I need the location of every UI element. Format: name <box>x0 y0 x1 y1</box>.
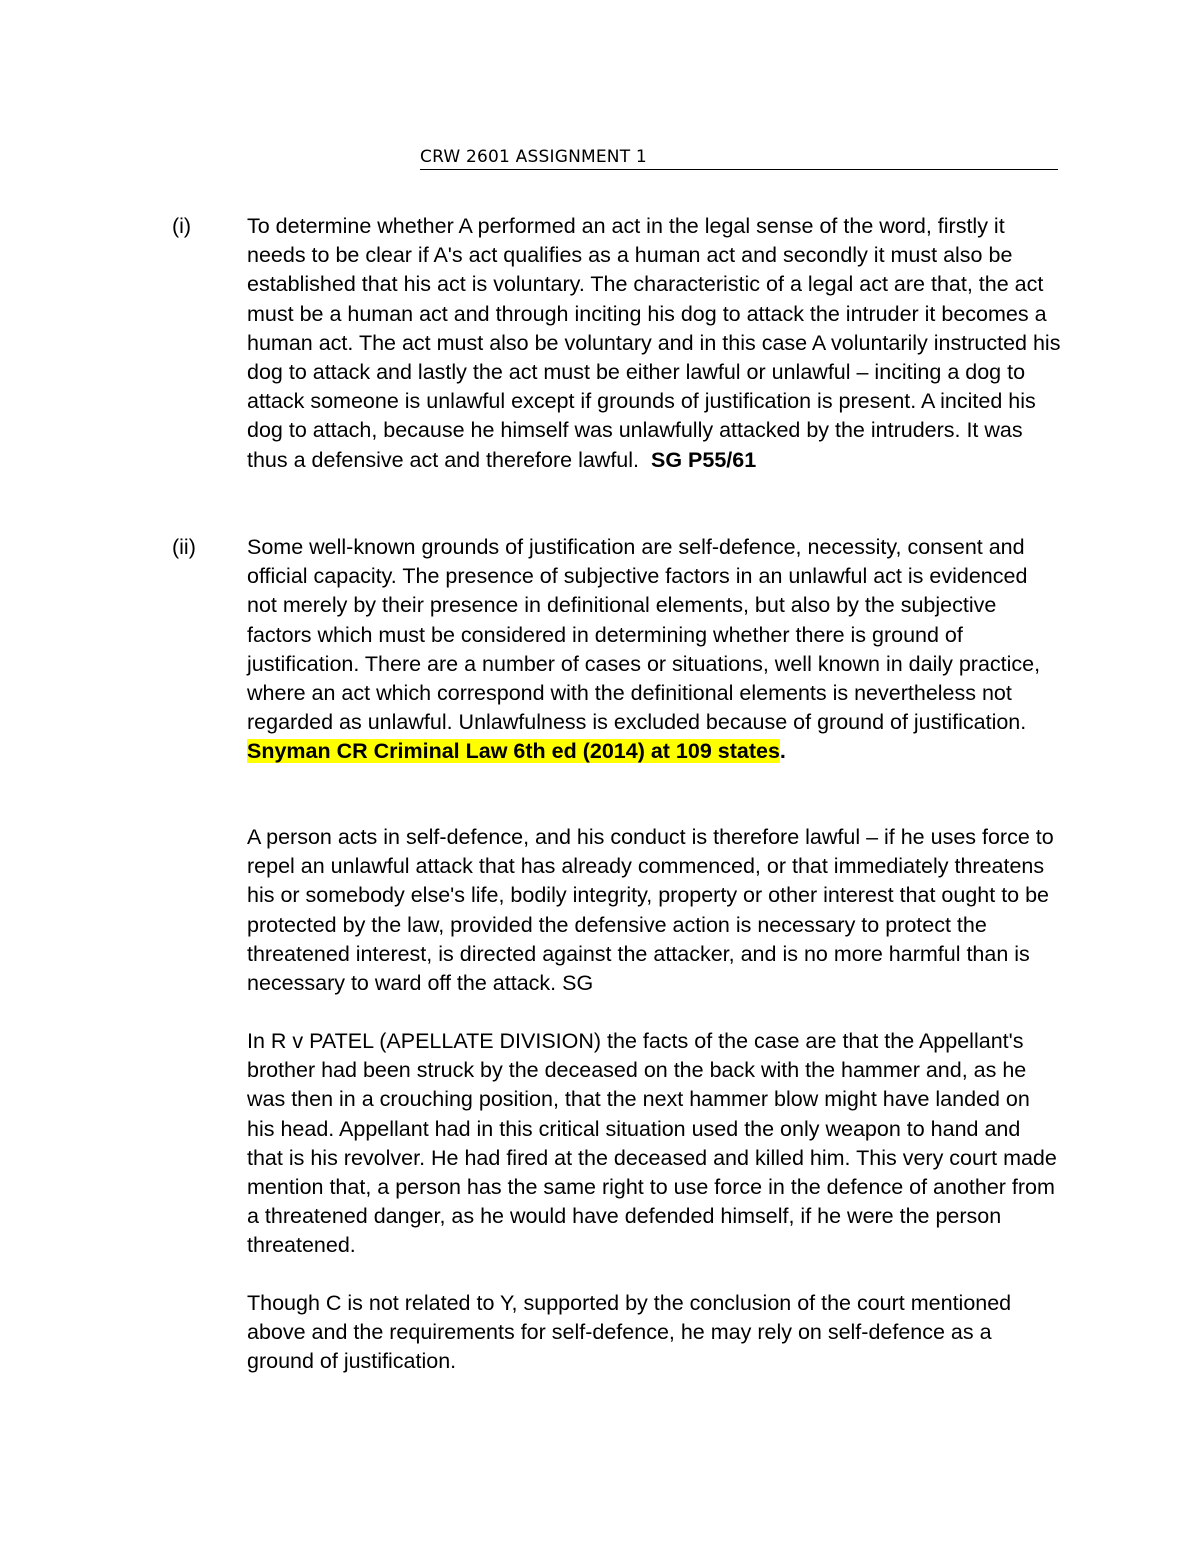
self-defence-definition: A person acts in self-defence, and his conduct is therefore lawful – if he uses force to repel an unlawful attack that has already commenced, or that immediately threatens his or somebody else's life, bodily integrity, property or other interest that ought to be protected by the law, provided the defensive action is necessary to protect the threatened interest, is directed against the attacker, and is no more harmful than is necessary to ward off the attack. SG <box>247 825 1054 996</box>
conclusion: Though C is not related to Y, supported by the conclusion of the court mentioned above and the requirements for self-defence, he may rely on self-defence as a ground of justification. <box>247 1291 1012 1374</box>
answer-i-text: To determine whether A performed an act in the legal sense of the word, firstly it needs to be clear if A's act qualifies as a human act and secondly it must also be established that his act is voluntary. The characteristic of a legal act are that, the act must be a human act and through inciting his dog to attack the intruder it becomes a human act. The act must also be voluntary and in this case A voluntarily instructed his dog to attack and lastly the act must be either lawful or unlawful – inciting a dog to attack someone is unlawful except if grounds of justification is present. A incited his dog to attach, because he himself was unlawfully attacked by the intruders. It was thus a defensive act and therefore lawful. <box>247 214 1061 472</box>
answer-ii-paragraph-2 <box>247 823 1062 998</box>
answer-ii-paragraph-1 <box>247 533 1062 767</box>
case-r-v-patel: In R v PATEL (APELLATE DIVISION) the facts of the case are that the Appellant's brother had been struck by the deceased on the back with the hammer and, as he was then in a crouching position, that the next hammer blow might have landed on his head. Appellant had in this critical situation used the only weapon to hand and that is his revolver. He had fired at the deceased and killed him. This very court made mention that, a person has the same right to use force in the defence of another from a threatened danger, as he would have defended himself, if he were the person threatened. <box>247 1029 1057 1258</box>
answer-ii-paragraph-4 <box>247 1289 1062 1377</box>
citation-highlight: Snyman CR Criminal Law 6th ed (2014) at 109 states <box>247 739 780 764</box>
answer-ii-marker: (ii) <box>172 535 196 559</box>
answer-i-marker: (i) <box>172 214 192 238</box>
answer-i-reference: SG P55/61 <box>650 447 757 472</box>
answer-i-paragraph <box>247 212 1062 475</box>
answer-ii-paragraph-1-text: Some well-known grounds of justification are self-defence, necessity, consent and official capacity. The presence of subjective factors in an unlawful act is evidenced not merely by their presence in definitional elements, but also by the subjective factors which must be considered in determining whether there is ground of justification. There are a number of cases or situations, well known in daily practice, where an act which correspond with the definitional elements is nevertheless not regarded as unlawful. Unlawfulness is excluded because of ground of justification. <box>247 535 1041 735</box>
citation-end: . <box>779 739 786 764</box>
document-title: CRW 2601 ASSIGNMENT 1 <box>420 146 1058 170</box>
answer-ii-paragraph-3 <box>247 1027 1062 1261</box>
